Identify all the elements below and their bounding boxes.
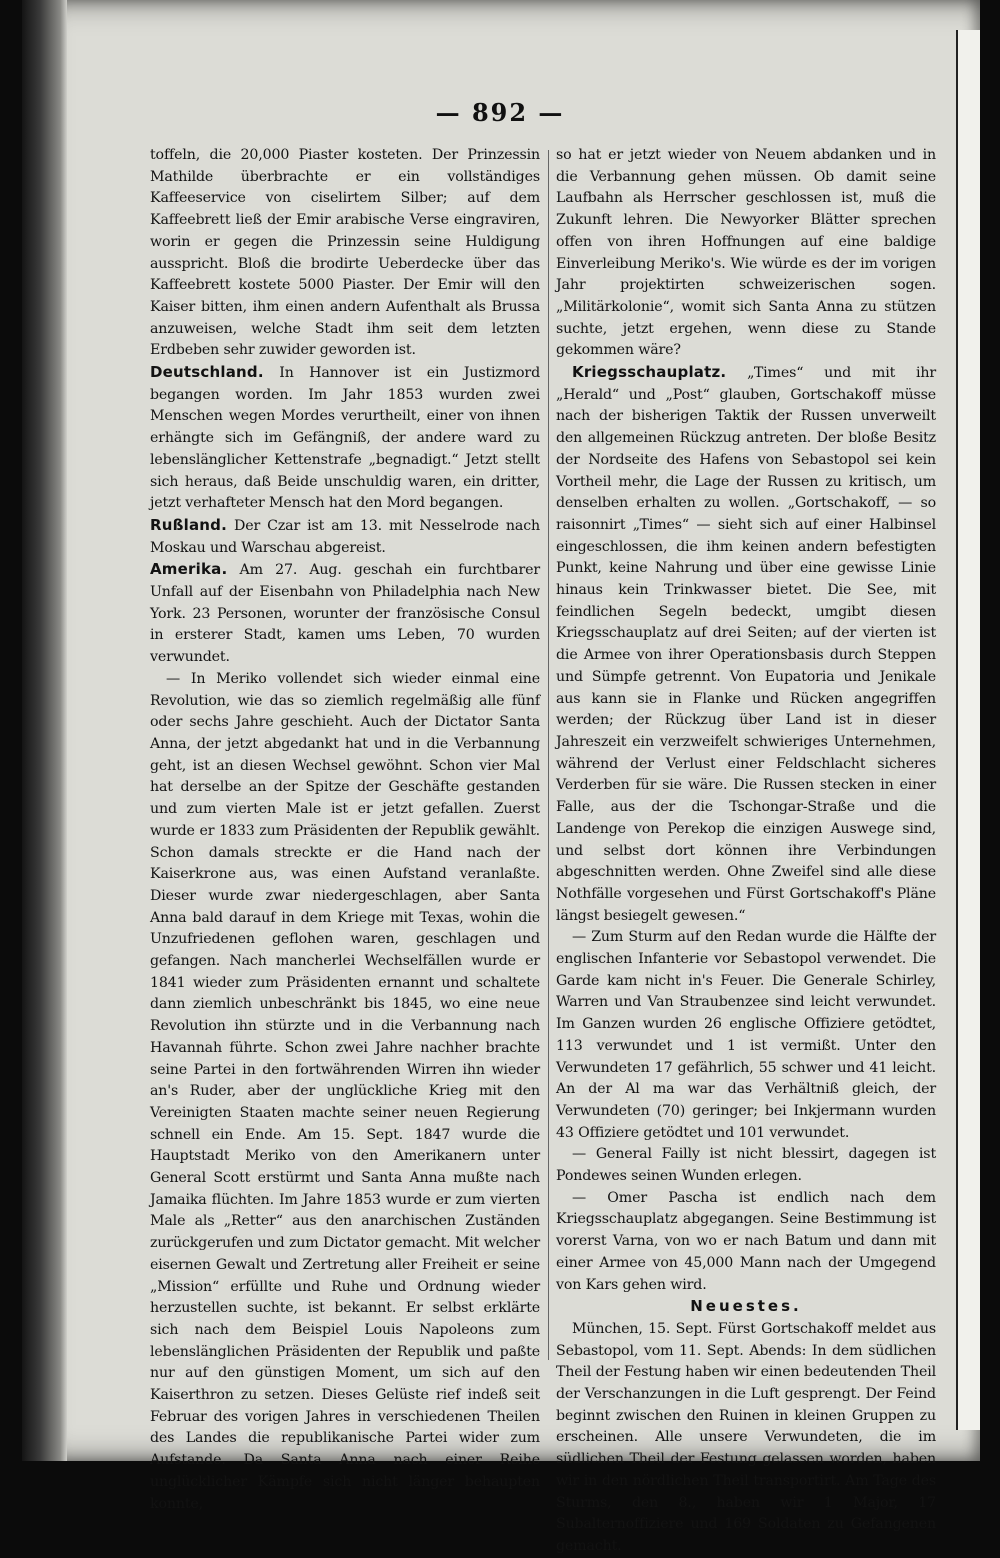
russia-heading: Rußland. <box>150 515 227 534</box>
failly-paragraph: — General Failly ist nicht blessirt, dagegen ist Pondewes seinen Wunden erlegen. <box>556 1146 936 1185</box>
russia-text: Der Czar ist am 13. mit Nesselrode nach Moskau und Warschau abgereist. <box>150 517 540 556</box>
continuation-paragraph: toffeln, die 20,000 Piaster kosteten. Der Prinzessin Mathilde überbrachte er ein vollständiges Kaffeeservice von ciselirtem Silber; auf dem Kaffeebrett ließ der Emir arabische Verse eingraviren, worin er gegen die Prinzessin seine Huldigung ausspricht. Bloß die brodirte Ueberdecke über das Kaffeebrett kostete 5000 Piaster. Der Emir will den Kaiser bitten, ihm einen andern Aufenthalt als Brussa anzuweisen, welche Stadt ihm seit dem letzten Erdbeben sehr zuwider geworden ist. <box>150 147 540 359</box>
germany-text: In Hannover ist ein Justizmord begangen worden. Im Jahr 1853 wurden zwei Menschen wegen Mordes verurtheilt, einer von ihnen erhängte sich im Gefängniß, der andere ward zu lebenslänglicher Kettenstrafe „begnadigt.“ Jetzt stellt sich heraus, daß Beide unschuldig waren, ein dritter, jetzt verhafteter Mensch hat den Mord begangen. <box>150 365 540 512</box>
left-column <box>150 145 540 1515</box>
mexico-paragraph: — In Meriko vollendet sich wieder einmal eine Revolution, wie das so ziemlich regelmäßig alle fünf oder sechs Jahre geschieht. Auch der Dictator Santa Anna, der jetzt abgedankt hat und in die Verbannung geht, ist an diesen Wechsel gewöhnt. Schon vier Mal hat derselbe an der Spitze der Geschäfte gestanden und zum vierten Male ist er jetzt gefallen. Zuerst wurde er 1833 zum Präsidenten der Republik gewählt. Schon damals streckte er die Hand nach der Kaiserkrone aus, was einen Aufstand veranlaßte. Dieser wurde zwar niedergeschlagen, aber Santa Anna bald darauf in dem Kriege mit Texas, wohin die Unzufriedenen geflohen waren, geschlagen und gefangen. Nach mancherlei Wechselfällen wurde er 1841 wieder zum Präsidenten ernannt und schaltete dann ziemlich unbeschränkt bis 1845, wo eine neue Revolution ihn stürzte und in die Verbannung nach Havannah führte. Schon zwei Jahre nachher brachte seine Partei in den fortwährenden Wirren ihn wieder an's Ruder, aber der unglückliche Krieg mit den Vereinigten Staaten machte seiner neuen Regierung schnell ein Ende. Am 15. Sept. 1847 wurde die Hauptstadt Meriko von den Amerikanern unter General Scott erstürmt und Santa Anna mußte nach Jamaika flüchten. Im Jahre 1853 wurde er zum vierten Male als „Retter“ aus den anarchischen Zuständen zurückgerufen und zum Dictator gemacht. Mit welcher eisernen Gewalt und Zertretung aller Freiheit er seine „Mission“ erfüllte und Ruhe und Ordnung wieder herzustellen suchte, ist bekannt. Er selbst erklärte sich nach dem Beispiel Louis Napoleons zum lebenslänglichen Präsidenten der Republik und paßte nur auf den günstigen Moment, um sich auf den Kaiserthron zu setzen. Dieses Gelüste rief indeß seit Februar des vorigen Jahres in verschiedenen Theilen des Landes die republikanische Partei wider zum Aufstande. Da Santa Anna nach einer Reihe unglücklicher Kämpfe sich nicht länger behaupten konnte, <box>150 670 540 1512</box>
omer-paragraph: — Omer Pascha ist endlich nach dem Kriegsschauplatz abgegangen. Seine Bestimmung ist vorerst Varna, von wo er nach Batum und dann mit einer Armee von 45,000 Mann nach der Umgegend von Kars gehen wird. <box>556 1189 936 1293</box>
right-column <box>556 145 936 1558</box>
germany-section <box>150 362 540 515</box>
germany-heading: Deutschland. <box>150 363 264 382</box>
war-text: „Times“ und mit ihr „Herald“ und „Post“ glauben, Gortschakoff müsse nach der bisherigen Taktik der Russen unverweilt den allgemeinen Rückzug antreten. Der bloße Besitz der Nordseite des Hafens von Sebastopol sei kein Vortheil mehr, die Lage der Russen zu kritisch, um denselben erhalten zu wollen. „Gortschakoff, — so raisonnirt „Times“ — sieht sich auf einer Halbinsel eingeschlossen, die ihm keinen andern befestigten Punkt, keine Nahrung und über eine gewisse Linie hinaus kein Trinkwasser bietet. Die See, mit feindlichen Segeln bedeckt, umgibt diesen Kriegsschauplatz auf drei Seiten; auf der vierten ist die Armee von ihrer Operationsbasis durch Steppen und Sümpfe getrennt. Von Eupatoria und Jenikale aus kann sie in Flanke und Rücken angegriffen werden; der Rückzug über Land ist in dieser Jahreszeit ein verzweifelt schwieriges Unternehmen, während der Verlust einer Feldschlacht sicheres Verderben für sie wäre. Die Russen stecken in einer Falle, aus der die Tschongar-Straße und die Landenge von Perekop die einzigen Auswege sind, und selbst dort können ihre Verbindungen abgeschnitten werden. Ohne Zweifel sind alle diese Nothfälle vorgesehen und Fürst Gortschakoff's Pläne längst besiegelt gewesen.“ <box>556 365 936 924</box>
news-heading: Neuestes. <box>690 1297 802 1316</box>
russia-section <box>150 515 540 559</box>
page-number: — 892 — <box>435 98 565 127</box>
america-heading: Amerika. <box>150 560 228 579</box>
mexico-continuation: so hat er jetzt wieder von Neuem abdanken und in die Verbannung gehen müssen. Ob damit seine Laufbahn als Herrscher geschlossen ist, muß die Zukunft lehren. Die Newyorker Blätter sprechen offen von ihren Hoffnungen auf eine baldige Einverleibung Meriko's. Wie würde es der im vorigen Jahr projektirten schweizerischen sogen. „Militärkolonie“, womit sich Santa Anna zu stützen suchte, jetzt ergehen, wenn diese zu Stande gekommen wäre? <box>556 147 936 359</box>
america-text: Am 27. Aug. geschah ein furchtbarer Unfall auf der Eisenbahn von Philadelphia nach New York. 23 Personen, worunter der französische Consul in ersterer Stadt, kamen ums Leben, 70 wurden verwundet. <box>150 562 540 666</box>
news-paragraph: München, 15. Sept. Fürst Gortschakoff meldet aus Sebastopol, vom 11. Sept. Abends: In dem südlichen Theil der Festung haben wir einen bedeutenden Theil der Verschanzungen in die Luft gesprengt. Der Feind beginnt zwischen den Ruinen in kleinen Gruppen zu erscheinen. Alle unsere Verwundeten, die im südlichen Theil der Festung gelassen worden, haben wir in den nördlichen Theil transportirt. Am Tage des Sturms, den 8., haben wir 1 Major, 17 Subalternoffiziere und 169 Soldaten zu Gefangenen gemacht. <box>556 1320 936 1554</box>
war-section <box>556 362 936 927</box>
redan-paragraph: — Zum Sturm auf den Redan wurde die Hälfte der englischen Infanterie vor Sebastopol verwendet. Die Garde kam nicht in's Feuer. Die Generale Schirley, Warren und Van Straubenzee sind leicht verwundet. Im Ganzen wurden 26 englische Offiziere getödtet, 113 verwundet und 1 ist vermißt. Unter den Verwundeten 17 gefährlich, 55 schwer und 41 leicht. An der Al ma war das Verhältniß gleich, der Verwundeten (70) geringer; bei Inkjermann wurden 43 Offiziere getödtet und 101 verwundet. <box>556 929 936 1141</box>
war-heading: Kriegsschauplatz. <box>572 363 727 382</box>
america-section <box>150 559 540 669</box>
column-divider <box>548 150 549 1360</box>
news-heading-line <box>556 1296 936 1319</box>
book-binding <box>22 0 67 1461</box>
adjacent-page-edge <box>956 30 980 1430</box>
